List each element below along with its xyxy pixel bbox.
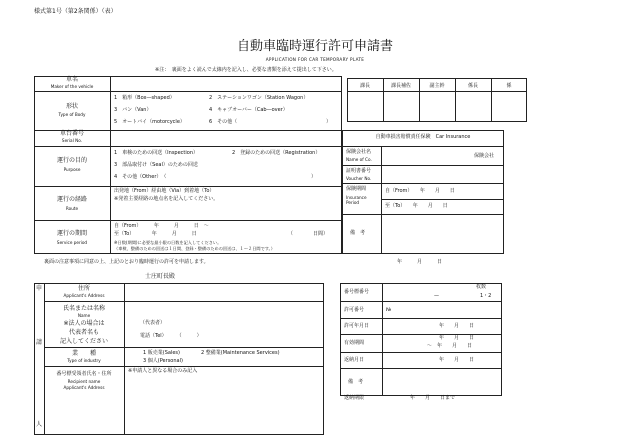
deadline-field[interactable]: 年 月 日まで (410, 395, 456, 401)
name-label: 氏名または名称 (62, 305, 105, 312)
plate-number-label: 番号標番号 (344, 289, 370, 295)
deadline-label: 返納期限 (344, 395, 365, 401)
period-from[interactable]: 自（From） 年 月 日 ～ (114, 223, 209, 229)
form-code: 様式第1号（第2条関係）（表） (34, 8, 117, 15)
recipient-en-1: Recipient name (67, 379, 101, 384)
purpose-option-1[interactable]: 1 車検のための回送（Inspection） (114, 150, 199, 156)
insurance-period-en: Insurance Period (346, 195, 367, 206)
industry-option-1[interactable]: 1 販売業(Sales) (143, 350, 180, 356)
recipient-field[interactable] (125, 377, 323, 433)
industry-label: 業 種 (71, 350, 96, 357)
serial-field[interactable] (111, 131, 341, 145)
purpose-en: Purpose (63, 167, 81, 172)
applicant-side-label: 申 (36, 285, 43, 292)
address-label: 住所 (77, 285, 90, 292)
representative-label: （代表者） (140, 320, 166, 326)
vehicle-name-label: 車名 (65, 76, 78, 83)
insurance-period-to[interactable]: 至（To） 年 月 日 (385, 203, 448, 209)
purpose-option-4-close: ） (311, 174, 317, 180)
page-title: 自動車臨時運行許可申請書 (236, 39, 393, 54)
return-date-label: 返納月日 (344, 357, 365, 363)
application-date[interactable]: 年 月 日 (397, 259, 443, 265)
corp-note-3: 記入してください (59, 338, 108, 345)
name-en: Name (77, 313, 91, 318)
vehicle-name-en: Maker of the vehicle (50, 84, 94, 89)
validity-from[interactable]: 年 月 日 (439, 335, 475, 341)
page-subtitle: APPLICATION FOR CAR TEMPORARY PLATE (265, 57, 365, 62)
body-type-option-6-close: ） (326, 119, 332, 125)
serial-en: Serial No. (61, 138, 83, 143)
insurance-company-label: 保険会社名 (346, 149, 372, 155)
insurance-period-from[interactable]: 自（From） 年 月 日 (385, 188, 455, 194)
purpose-option-4[interactable]: 4 その他（Other） （ (114, 174, 167, 180)
body-type-option-6[interactable]: 6 その他（ (209, 119, 238, 125)
purpose-option-2[interactable]: 2 登録のための回送（Registration） (232, 150, 321, 156)
insurance-period-label: 保険期間 (346, 186, 367, 192)
validity-to[interactable]: ～ 年 月 日 (427, 343, 473, 349)
period-note-1: ※日数(期間)に必要な最小限の日数を記入してください。 (114, 240, 222, 245)
insurance-remarks-label: 備 考 (350, 230, 366, 236)
serial-label: 車台番号 (59, 130, 84, 137)
period-days[interactable]: （ 日間） (288, 231, 329, 237)
purpose-option-3[interactable]: 3 部品取付け（Seal）のための回送 (114, 162, 198, 168)
period-note-2: （車検、整備のための回送は１日間、登録・整備のための回送は、１～２日間です。） (114, 246, 275, 251)
agreement-text: 裏面の注意事項に同意の上、上記のとおり臨時運行の許可を申請します。 (44, 259, 209, 265)
route-line-2: ※発着主要経路の地点名を記入してください。 (114, 196, 219, 202)
validity-label: 有効期間 (344, 340, 365, 346)
route-field[interactable] (111, 205, 341, 219)
sheets-label: 枚数 (476, 284, 487, 290)
office-remarks-label: 備 考 (348, 379, 364, 385)
permit-date-field[interactable]: 年 月 日 (439, 323, 475, 329)
route-line-1: 出発地（From）経由地（Via）到着地（To） (114, 188, 215, 194)
approval-label: 係長 (467, 83, 478, 89)
approval-label: 副主幹 (429, 83, 445, 89)
purpose-label: 運行の目的 (56, 157, 87, 164)
approval-label: 課長 (359, 83, 370, 89)
industry-option-2[interactable]: 2 整備業(Maintenance Services) (201, 350, 280, 356)
industry-option-3[interactable]: 3 個人(Personal) (143, 358, 183, 364)
body-type-option-3[interactable]: 3 バン（Van） (114, 107, 152, 113)
body-type-option-1[interactable]: 1 箱形（Box―shaped） (114, 95, 175, 101)
permit-number-label: 許可番号 (344, 307, 365, 313)
route-label: 運行の経路 (56, 196, 87, 203)
insurance-company-suffix: 保険会社 (474, 153, 495, 159)
insurance-company-en: Name of Co. (346, 157, 372, 162)
applicant-side-label: 人 (36, 421, 43, 428)
recipient-label: 番号標受領者氏名・住所 (56, 371, 112, 377)
industry-en: Type of industry (67, 358, 101, 363)
address-field[interactable] (125, 284, 323, 300)
voucher-label: 証明書番号 (346, 168, 372, 174)
period-label: 運行の期間 (56, 230, 87, 237)
period-en: Service period (56, 240, 88, 245)
body-type-option-5[interactable]: 5 オートバイ（motorcycle） (114, 119, 185, 125)
vehicle-name-field[interactable] (111, 77, 341, 90)
plate-dash: — (434, 293, 439, 299)
permit-date-label: 許可年月日 (344, 323, 370, 329)
applicant-side-label: 請 (36, 339, 43, 346)
insurance-header: 自動車損害賠償責任保険 Car Insurance (375, 134, 471, 140)
insurance-remarks-field[interactable] (382, 215, 503, 253)
permit-number-field[interactable]: № (386, 307, 392, 313)
telephone-field[interactable]: 電話（Tel） （ ） (140, 333, 202, 339)
return-date-field[interactable]: 年 月 日 (439, 357, 475, 363)
recipient-en-2: Applicant's Address (63, 385, 105, 390)
voucher-field[interactable] (382, 166, 503, 182)
addressee: 士庄町長殿 (145, 273, 176, 280)
approval-label: 係 (506, 83, 512, 89)
sheets-value[interactable]: 1・2 (480, 293, 492, 299)
corp-note-1: ※法人の場合は (63, 320, 105, 327)
body-type-en: Type of Body (58, 112, 86, 117)
period-to[interactable]: 至（To） 年 月 日 (114, 231, 197, 237)
body-type-option-2[interactable]: 2 ステーションワゴン（Station Wagon） (209, 95, 309, 101)
corp-note-2: 代表者名も (68, 329, 99, 336)
address-en: Applicant's Address (63, 293, 105, 298)
office-remarks-box (340, 368, 502, 396)
insurance-company-field[interactable] (382, 147, 470, 164)
body-type-option-4[interactable]: 4 キャブオーバー（Cab―over） (209, 107, 288, 113)
route-en: Route (65, 206, 79, 211)
body-type-label: 形状 (65, 103, 78, 110)
recipient-note: ※申請人と異なる場合のみ記入 (128, 368, 198, 374)
voucher-en: Voucher No. (346, 176, 372, 181)
approval-label: 課長補佐 (390, 83, 411, 89)
form-note: ※注： 裏面をよく読んで太線内を記入し、必要な書類を添えて提出して下さい。 (155, 67, 337, 73)
